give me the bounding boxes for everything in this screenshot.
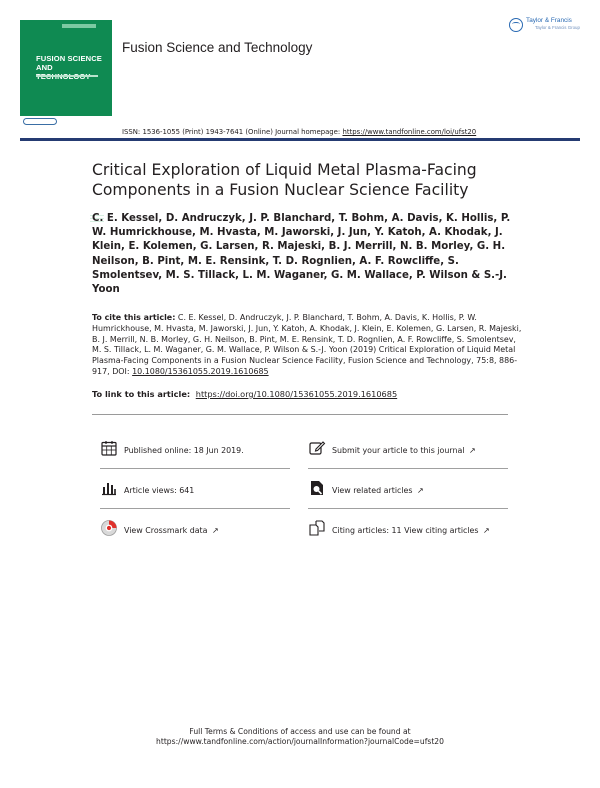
citing-articles-link[interactable] [308, 518, 508, 546]
journal-cover-image [20, 20, 112, 136]
cover-society-logo [23, 118, 57, 125]
crossmark-text: View Crossmark data [124, 526, 208, 535]
cite-text: C. E. Kessel, D. Andruczyk, J. P. Blanchard, T. Bohm, A. Davis, K. Hollis, P. W. Humrickhouse, M. Hvasta, M. Jaworski, J. Jun, Y. Katoh, A. Khodak, J. Klein, E. Kolemen, G. Larsen, R. Majeski, B. J. Merrill, N. B. Morley, G. H. Neilson, B. Pint, M. E. Rensink, T. D. Rognlien, A. F. Rowcliffe, S. Smolentsev, M. S. Tillack, L. M. Waganer, G. M. Wallace, P. Wilson & S.-J. Yoon (2019) Critical Exploration of Liquid Metal Plasma-Facing Components in a Fusion Nuclear Science Facility, Fusion Science and Technology, 75:8, 886-917, DOI: [92, 313, 522, 376]
published-online-text: Published online: 18 Jun 2019. [124, 446, 244, 455]
publisher-logo-icon [509, 18, 523, 32]
separator [308, 508, 508, 509]
bar-chart-icon [100, 479, 118, 497]
related-articles-link[interactable] [308, 478, 508, 506]
calendar-icon [100, 439, 118, 457]
external-link-icon: ↗ [480, 526, 490, 535]
crossmark-icon [100, 519, 118, 537]
publisher-logo [509, 17, 585, 35]
journal-homepage-link[interactable]: https://www.tandfonline.com/loi/ufst20 [342, 128, 477, 136]
citation-block [92, 313, 522, 378]
cover-footer-band [20, 116, 112, 136]
footer-terms-link[interactable]: https://www.tandfonline.com/action/journalInformation?journalCode=ufst20 [156, 737, 444, 747]
separator [308, 468, 508, 469]
edit-icon [308, 439, 326, 457]
separator [100, 508, 290, 509]
header-rule [20, 138, 580, 141]
journal-title: Fusion Science and Technology [122, 40, 313, 55]
related-articles-text: View related articles [332, 486, 413, 495]
search-document-icon [308, 479, 326, 497]
submit-article-text: Submit your article to this journal [332, 446, 465, 455]
cite-doi-link[interactable]: 10.1080/15361055.2019.1610685 [132, 366, 269, 376]
article-link-line [92, 389, 397, 399]
citing-documents-icon [308, 519, 326, 537]
citing-articles-text: Citing articles: 11 View citing articles [332, 526, 479, 535]
submit-article-link[interactable] [308, 438, 508, 466]
external-link-icon: ↗ [414, 486, 424, 495]
footer [0, 727, 600, 748]
cover-subtitle-line [36, 75, 98, 77]
external-link-icon: ↗ [209, 526, 219, 535]
article-authors: C. E. Kessel, D. Andruczyk, J. P. Blanchard, T. Bohm, A. Davis, K. Hollis, P. W. Humrickhouse, M. Hvasta, M. Jaworski, J. Jun, Y. Katoh, A. Khodak, J. Klein, E. Kolemen, G. Larsen, R. Majeski, B. J. Merrill, N. B. Morley, G. H. Neilson, B. Pint, M. E. Rensink, T. D. Rognlien, A. F. Rowcliffe, S. Smolentsev, M. S. Tillack, L. M. Waganer, G. M. Wallace, P. Wilson & S.-J. Yoon [92, 213, 511, 296]
info-rule [92, 414, 508, 415]
footer-terms-text: Full Terms & Conditions of access and use can be found at [189, 727, 411, 736]
external-link-icon: ↗ [466, 446, 476, 455]
separator [100, 468, 290, 469]
article-views [100, 478, 290, 506]
cite-label: To cite this article: [92, 313, 176, 322]
published-online [100, 438, 290, 466]
issn-line [122, 128, 476, 136]
article-doi-link[interactable]: https://doi.org/10.1080/15361055.2019.1610685 [195, 389, 398, 399]
publisher-name: Taylor & Francis [526, 17, 572, 24]
publisher-tagline: Taylor & Francis Group [535, 25, 580, 30]
cover-title: FUSION SCIENCE AND [36, 54, 102, 72]
cover-strip [62, 24, 96, 28]
link-label: To link to this article: [92, 389, 191, 399]
issn-text: ISSN: 1536-1055 (Print) 1943-7641 (Online) Journal homepage: [122, 128, 341, 136]
crossmark-link[interactable] [100, 518, 290, 546]
article-title: Critical Exploration of Liquid Metal Plasma-Facing Components in a Fusion Nuclear Science Facility [92, 161, 477, 199]
article-views-text: Article views: 641 [124, 486, 195, 495]
